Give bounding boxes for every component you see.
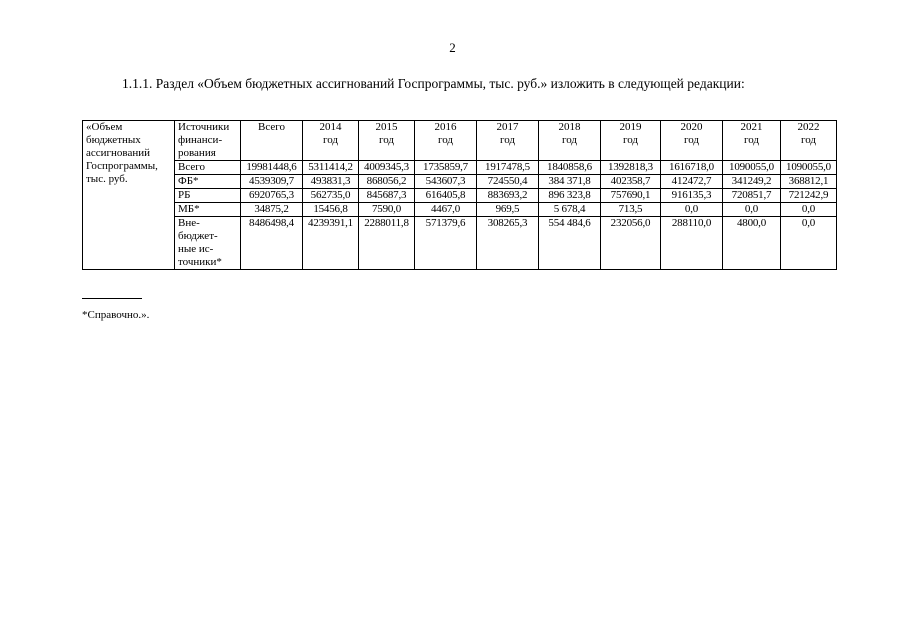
row-label-line: бюджетных: [86, 134, 141, 146]
table-row: [83, 217, 837, 270]
source-header-line: Источники: [178, 121, 230, 133]
year-header-year: 2017: [496, 121, 519, 133]
total-cell: 4539309,7: [241, 175, 303, 189]
value-cell: 5311414,2: [303, 161, 359, 175]
year-header-cell: [601, 121, 661, 161]
row-label-line: ассигнований: [86, 147, 151, 159]
budget-allocation-table: [82, 120, 837, 270]
row-label-line: «Объем: [86, 121, 123, 133]
value-cell: 1735859,7: [415, 161, 477, 175]
value-cell: 341249,2: [723, 175, 781, 189]
year-header-word: год: [683, 134, 700, 146]
value-cell: 1090055,0: [723, 161, 781, 175]
value-cell: 720851,7: [723, 189, 781, 203]
value-cell: 1840858,6: [539, 161, 601, 175]
year-header-word: год: [622, 134, 639, 146]
value-cell: 0,0: [781, 203, 837, 217]
value-cell: 713,5: [601, 203, 661, 217]
value-cell: 402358,7: [601, 175, 661, 189]
value-cell: 15456,8: [303, 203, 359, 217]
footnote: *Справочно.».: [82, 309, 150, 321]
value-cell: 554 484,6: [539, 217, 601, 270]
value-cell: 868056,2: [359, 175, 415, 189]
value-cell: 845687,3: [359, 189, 415, 203]
value-cell: 4239391,1: [303, 217, 359, 270]
value-cell: 1917478,5: [477, 161, 539, 175]
year-header-year: 2021: [740, 121, 763, 133]
source-cell: [175, 203, 241, 217]
value-cell: 308265,3: [477, 217, 539, 270]
year-header-word: год: [743, 134, 760, 146]
table-row: [83, 203, 837, 217]
value-cell: 883693,2: [477, 189, 539, 203]
year-header-word: год: [499, 134, 516, 146]
total-cell: 34875,2: [241, 203, 303, 217]
year-header-word: год: [378, 134, 395, 146]
value-cell: 724550,4: [477, 175, 539, 189]
year-header-cell: [661, 121, 723, 161]
total-cell: 6920765,3: [241, 189, 303, 203]
value-cell: 493831,3: [303, 175, 359, 189]
source-header-cell: [175, 121, 241, 161]
year-header-cell: [415, 121, 477, 161]
source-line: бюджет-: [178, 230, 218, 242]
year-header-cell: [539, 121, 601, 161]
total-cell: 19981448,6: [241, 161, 303, 175]
source-header-line: рования: [178, 147, 216, 159]
value-cell: 721242,9: [781, 189, 837, 203]
table-row: [83, 175, 837, 189]
footnote-rule: [82, 298, 142, 299]
row-label-line: тыс. руб.: [86, 173, 128, 185]
value-cell: 412472,7: [661, 175, 723, 189]
value-cell: 757690,1: [601, 189, 661, 203]
year-header-word: год: [561, 134, 578, 146]
table-row: [83, 161, 837, 175]
value-cell: 543607,3: [415, 175, 477, 189]
table-row: [83, 189, 837, 203]
value-cell: 4800,0: [723, 217, 781, 270]
source-cell: [175, 217, 241, 270]
value-cell: 0,0: [781, 217, 837, 270]
source-header-line: финанси-: [178, 134, 223, 146]
year-header-cell: [477, 121, 539, 161]
value-cell: 4009345,3: [359, 161, 415, 175]
source-line: точники*: [178, 256, 222, 268]
year-header-year: 2020: [680, 121, 703, 133]
value-cell: 916135,3: [661, 189, 723, 203]
year-header-year: 2014: [319, 121, 342, 133]
year-header-year: 2016: [434, 121, 457, 133]
value-cell: 288110,0: [661, 217, 723, 270]
value-cell: 2288011,8: [359, 217, 415, 270]
source-line: ные ис-: [178, 243, 214, 255]
year-header-word: год: [437, 134, 454, 146]
row-label-line: Госпрограммы,: [86, 160, 158, 172]
source-line: МБ*: [178, 203, 200, 215]
year-header-year: 2022: [797, 121, 820, 133]
page-number: 2: [449, 40, 456, 55]
year-header-word: год: [322, 134, 339, 146]
value-cell: 5 678,4: [539, 203, 601, 217]
year-header-year: 2019: [619, 121, 642, 133]
value-cell: 7590,0: [359, 203, 415, 217]
source-line: Всего: [178, 161, 205, 173]
year-header-word: год: [800, 134, 817, 146]
value-cell: 384 371,8: [539, 175, 601, 189]
value-cell: 1616718,0: [661, 161, 723, 175]
value-cell: 1392818,3: [601, 161, 661, 175]
source-cell: [175, 161, 241, 175]
source-line: Вне-: [178, 217, 200, 229]
section-heading: 1.1.1. Раздел «Объем бюджетных ассигнований Госпрограммы, тыс. руб.» изложить в следующей редакции:: [122, 76, 745, 91]
value-cell: 896 323,8: [539, 189, 601, 203]
value-cell: 0,0: [723, 203, 781, 217]
source-cell: [175, 189, 241, 203]
value-cell: 571379,6: [415, 217, 477, 270]
value-cell: 0,0: [661, 203, 723, 217]
value-cell: 368812,1: [781, 175, 837, 189]
source-line: ФБ*: [178, 175, 199, 187]
value-cell: 4467,0: [415, 203, 477, 217]
total-header-cell: Всего: [241, 121, 303, 161]
source-cell: [175, 175, 241, 189]
total-cell: 8486498,4: [241, 217, 303, 270]
year-header-year: 2015: [375, 121, 398, 133]
value-cell: 969,5: [477, 203, 539, 217]
year-header-cell: [303, 121, 359, 161]
table-header-row: [83, 121, 837, 161]
year-header-year: 2018: [558, 121, 581, 133]
row-label-cell: [83, 121, 175, 270]
value-cell: 232056,0: [601, 217, 661, 270]
year-header-cell: [359, 121, 415, 161]
value-cell: 1090055,0: [781, 161, 837, 175]
value-cell: 616405,8: [415, 189, 477, 203]
source-line: РБ: [178, 189, 191, 201]
value-cell: 562735,0: [303, 189, 359, 203]
year-header-cell: [781, 121, 837, 161]
year-header-cell: [723, 121, 781, 161]
